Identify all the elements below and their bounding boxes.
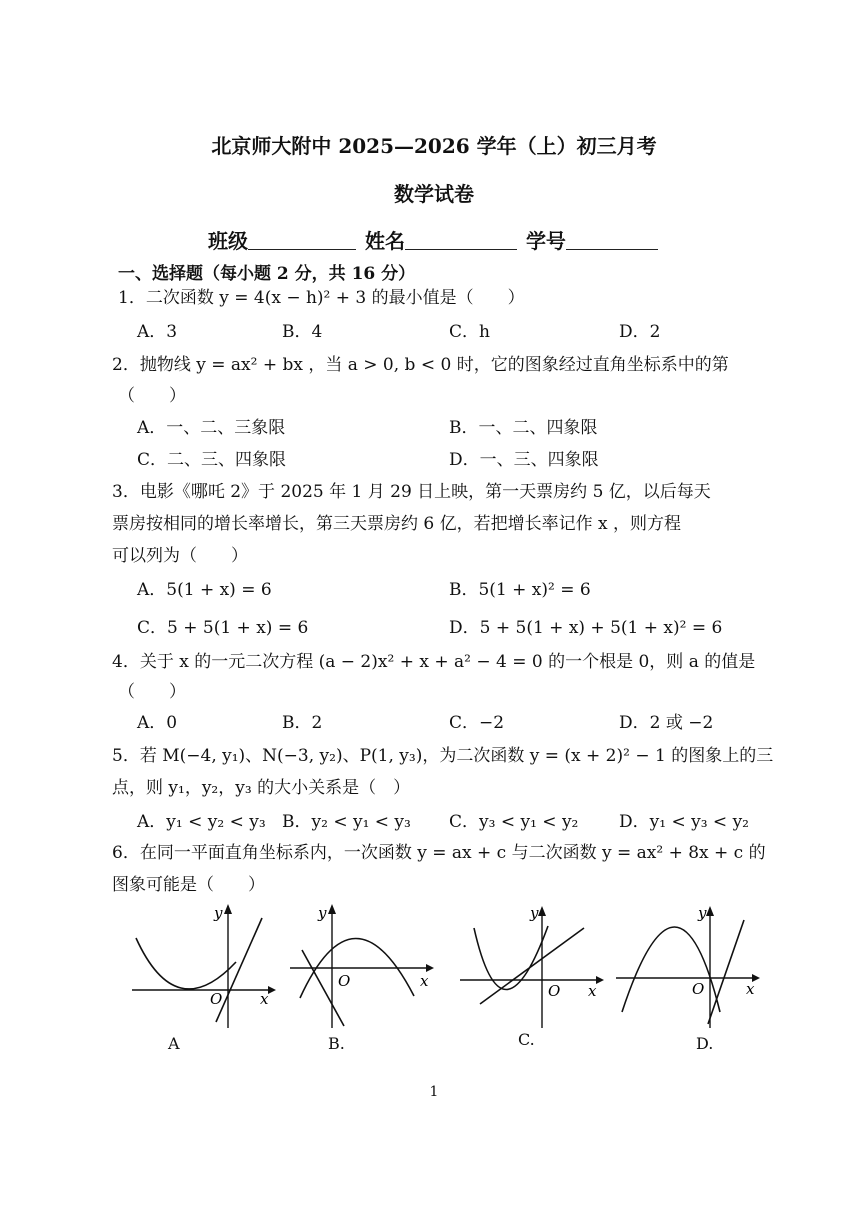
graph-b-label: B.: [328, 1034, 345, 1053]
y-axis-arrow: [224, 904, 232, 914]
graph-b: [286, 900, 434, 1030]
q1-option-d: D．2: [619, 322, 661, 342]
question-2-stem-line1: 2．抛物线 y = ax² + bx ，当 a > 0, b < 0 时，它的图象经过直角坐标系中的第: [112, 355, 729, 375]
q4-option-d: D．2 或 −2: [619, 713, 714, 733]
q5-option-b: B．y₂ < y₁ < y₃: [282, 812, 411, 832]
x-axis-label: x: [746, 980, 755, 998]
graph-c: [456, 900, 604, 1030]
q1-option-a: A．3: [137, 322, 178, 342]
line: [480, 928, 584, 1004]
q4-option-b: B．2: [282, 713, 323, 733]
y-axis-label: y: [214, 904, 223, 922]
line: [216, 918, 262, 1022]
exam-title: 北京师大附中 2025—2026 学年（上）初三月考: [211, 134, 657, 158]
parabola: [136, 938, 236, 989]
q1-option-c: C．h: [449, 322, 490, 342]
y-axis-arrow: [706, 906, 714, 916]
graph-d-label: D.: [696, 1034, 714, 1053]
q2-option-a: A．一、二、三象限: [137, 418, 286, 438]
q5-option-a: A．y₁ < y₂ < y₃: [137, 812, 266, 832]
graph-a-label: A: [168, 1034, 180, 1053]
x-axis-label: x: [420, 972, 429, 990]
y-axis-arrow: [328, 904, 336, 914]
question-1-stem: 1．二次函数 y = 4(x − h)² + 3 的最小值是（ ）: [118, 288, 525, 308]
q3-option-a: A．5(1 + x) = 6: [137, 580, 272, 600]
line: [708, 920, 744, 1024]
origin-label: O: [692, 980, 705, 998]
question-3-stem-line1: 3．电影《哪吒 2》于 2025 年 1 月 29 日上映，第一天票房约 5 亿，以后每天: [112, 482, 711, 502]
student-info-row: [208, 225, 660, 254]
q2-option-c: C．二、三、四象限: [137, 450, 287, 470]
y-axis-label: y: [530, 904, 539, 922]
origin-label: O: [338, 972, 351, 990]
question-5-stem-line1: 5．若 M(−4, y₁)、N(−3, y₂)、P(1, y₃)，为二次函数 y = (x + 2)² − 1 的图象上的三: [112, 746, 774, 766]
y-axis-label: y: [318, 904, 327, 922]
name-label: 姓名: [364, 229, 405, 253]
q3-option-b: B．5(1 + x)² = 6: [449, 580, 591, 600]
question-6-stem-line1: 6．在同一平面直角坐标系内，一次函数 y = ax + c 与二次函数 y = ax² + 8x + c 的: [112, 843, 766, 863]
question-3-stem-line2: 票房按相同的增长率增长，第三天票房约 6 亿，若把增长率记作 x ，则方程: [112, 514, 682, 534]
x-axis-arrow: [268, 986, 276, 994]
x-axis-arrow: [596, 976, 604, 984]
y-axis-arrow: [538, 906, 546, 916]
q5-option-d: D．y₁ < y₃ < y₂: [619, 812, 749, 832]
question-4-stem-line1: 4．关于 x 的一元二次方程 (a − 2)x² + x + a² − 4 = 0 的一个根是 0，则 a 的值是: [112, 652, 756, 672]
graph-c-label: C.: [518, 1030, 535, 1049]
q3-option-c: C．5 + 5(1 + x) = 6: [137, 618, 309, 638]
x-axis-label: x: [260, 990, 269, 1008]
q1-option-b: B．4: [282, 322, 323, 342]
id-field: [566, 229, 658, 250]
y-axis-label: y: [698, 904, 707, 922]
question-2-stem-line2: （ ）: [118, 386, 186, 406]
origin-label: O: [210, 990, 223, 1008]
q3-option-d: D．5 + 5(1 + x) + 5(1 + x)² = 6: [449, 618, 723, 638]
id-label: 学号: [525, 229, 566, 253]
x-axis-label: x: [588, 982, 597, 1000]
parabola: [622, 927, 720, 1012]
question-5-stem-line2: 点，则 y₁，y₂，y₃ 的大小关系是（ ）: [112, 778, 411, 798]
class-label: 班级: [208, 229, 248, 253]
exam-subtitle: 数学试卷: [394, 182, 474, 206]
question-6-stem-line2: 图象可能是（ ）: [112, 875, 265, 895]
page-number: 1: [429, 1084, 439, 1100]
graph-a: [128, 900, 276, 1030]
origin-label: O: [548, 982, 561, 1000]
q4-option-c: C．−2: [449, 713, 505, 733]
graph-d: [612, 900, 760, 1030]
q5-option-c: C．y₃ < y₁ < y₂: [449, 812, 579, 832]
name-field: [405, 229, 517, 250]
class-field: [248, 229, 356, 250]
question-3-stem-line3: 可以列为（ ）: [112, 546, 248, 566]
q4-option-a: A．0: [137, 713, 178, 733]
q2-option-d: D．一、三、四象限: [449, 450, 599, 470]
x-axis-arrow: [426, 964, 434, 972]
section-heading: 一、选择题（每小题 2 分，共 16 分）: [118, 264, 416, 284]
question-4-stem-line2: （ ）: [118, 682, 186, 702]
q2-option-b: B．一、二、四象限: [449, 418, 598, 438]
